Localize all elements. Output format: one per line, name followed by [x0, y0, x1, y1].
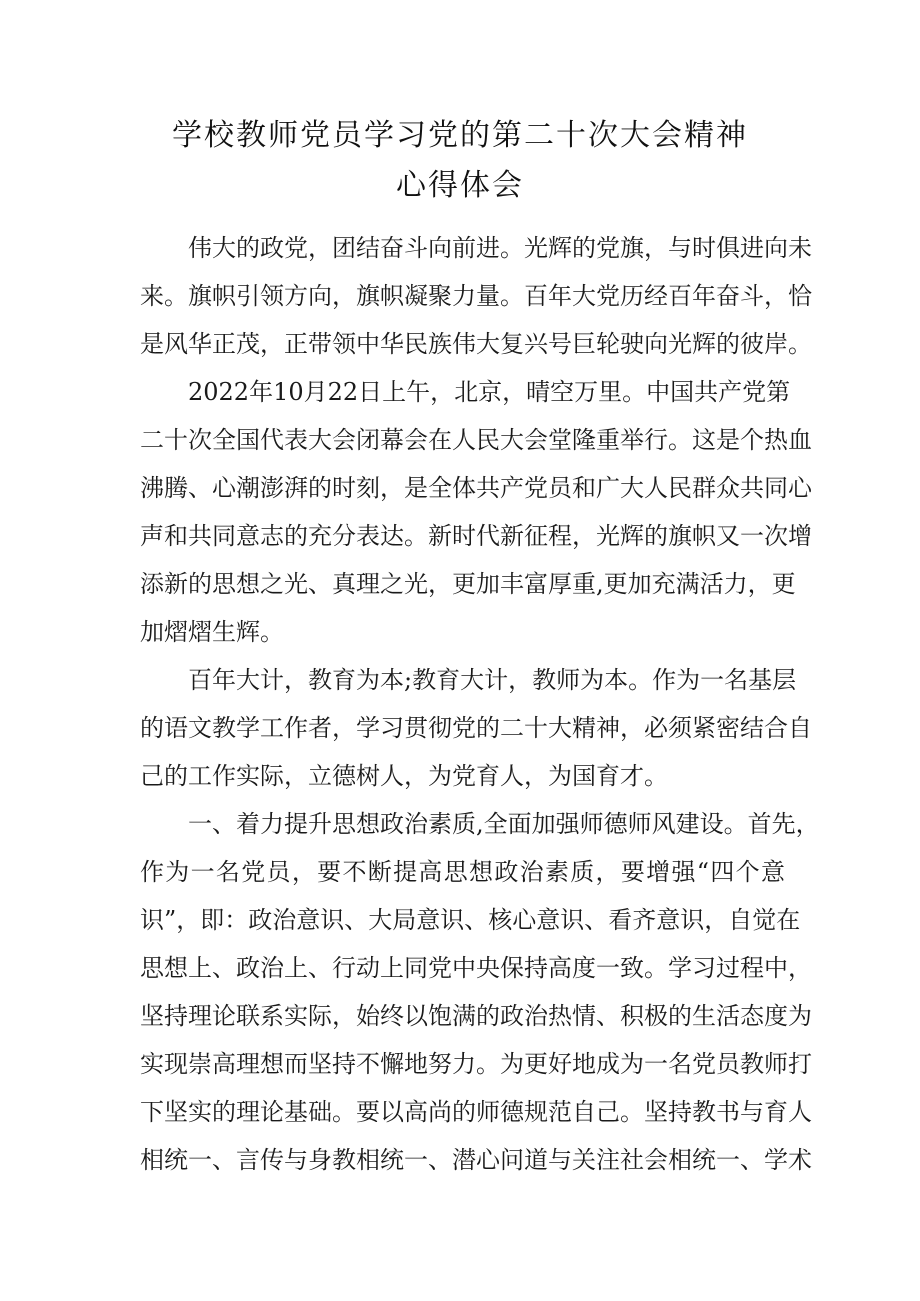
paragraph-line: 加熠熠生辉。: [140, 618, 284, 646]
paragraph-line: 2022年10月22日上午，北京，晴空万里。中国共产党第: [188, 378, 791, 406]
paragraph-line: 坚持理论联系实际，始终以饱满的政治热情、积极的生活态度为: [140, 1002, 812, 1030]
paragraph-line: 己的工作实际，立德树人，为党育人，为国育才。: [140, 762, 668, 790]
paragraph-line: 声和共同意志的充分表达。新时代新征程，光辉的旗帜又一次增: [140, 522, 812, 550]
paragraph-line: 的语文教学工作者，学习贯彻党的二十大精神，必须紧密结合自: [140, 714, 812, 742]
paragraph-line: 相统一、言传与身教相统一、潜心问道与关注社会相统一、学术: [140, 1146, 812, 1174]
paragraph-line: 沸腾、心潮澎湃的时刻，是全体共产党员和广大人民群众共同心: [140, 474, 812, 502]
paragraph-line: 识”，即：政治意识、大局意识、核心意识、看齐意识，自觉在: [140, 906, 801, 934]
paragraph-line: 是风华正茂，正带领中华民族伟大复兴号巨轮驶向光辉的彼岸。: [140, 330, 812, 358]
paragraph-line: 伟大的政党，团结奋斗向前进。光辉的党旗，与时俱进向未: [188, 234, 812, 262]
document-title-line1: 学校教师党员学习党的第二十次大会精神: [172, 118, 748, 153]
paragraph-line: 思想上、政治上、行动上同党中央保持高度一致。学习过程中，: [140, 954, 812, 982]
paragraph-line: 作为一名党员，要不断提高思想政治素质，要增强“四个意: [140, 858, 785, 886]
paragraph-line: 二十次全国代表大会闭幕会在人民大会堂隆重举行。这是个热血: [140, 426, 812, 454]
paragraph-line: 下坚实的理论基础。要以高尚的师德规范自己。坚持教书与育人: [140, 1098, 812, 1126]
paragraph-line: 实现崇高理想而坚持不懈地努力。为更好地成为一名党员教师打: [140, 1050, 812, 1078]
document-title-line2: 心得体会: [396, 168, 524, 203]
paragraph-line: 百年大计，教育为本;教育大计，教师为本。作为一名基层: [188, 666, 797, 694]
paragraph-line: 来。旗帜引领方向，旗帜凝聚力量。百年大党历经百年奋斗，恰: [140, 282, 812, 310]
paragraph-line: 一、着力提升思想政治素质,全面加强师德师风建设。首先，: [188, 810, 820, 838]
paragraph-line: 添新的思想之光、真理之光，更加丰富厚重,更加充满活力，更: [140, 570, 796, 598]
